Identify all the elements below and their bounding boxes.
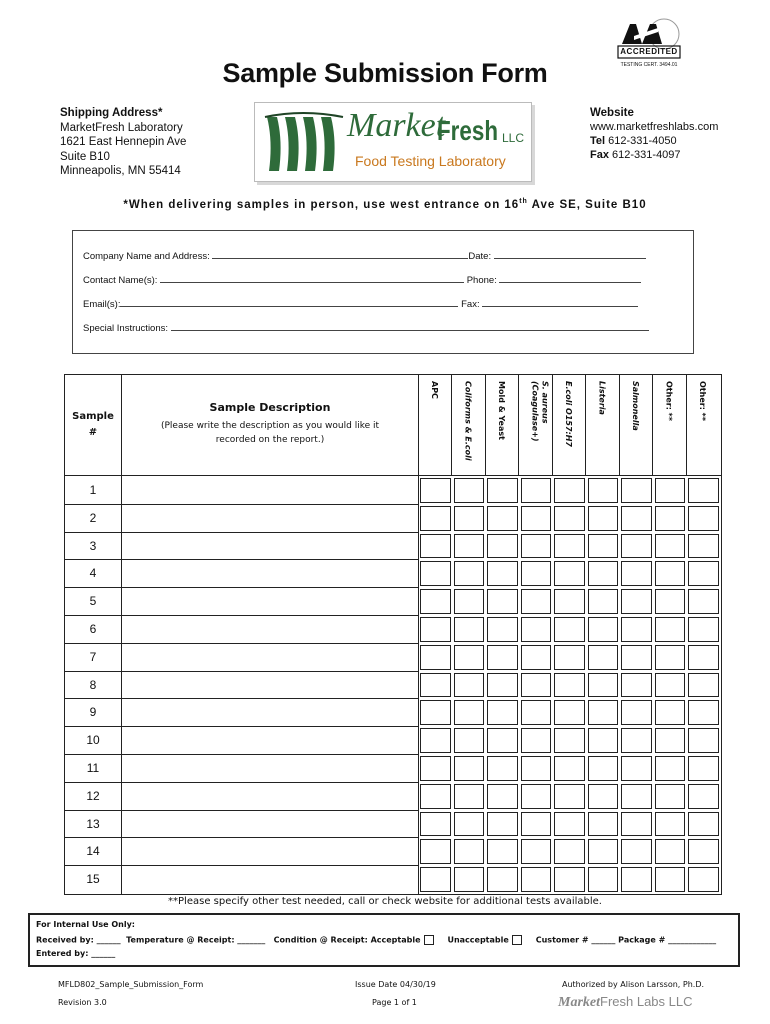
test-checkbox[interactable]	[588, 506, 619, 531]
row-number: 12	[86, 788, 100, 803]
test-column-label: Listeria	[597, 381, 607, 415]
row-number: 9	[89, 705, 97, 720]
internal-title: For Internal Use Only:	[36, 920, 135, 929]
row-number: 15	[86, 872, 100, 887]
cert-number: TESTING CERT. 3494.01	[620, 62, 678, 68]
test-checkbox[interactable]	[521, 478, 552, 503]
description-cell[interactable]	[122, 533, 418, 561]
test-column-label: Other: **	[664, 381, 674, 422]
test-checkbox[interactable]	[554, 756, 585, 781]
sample-number-header	[65, 375, 122, 475]
description-cell[interactable]	[122, 588, 418, 616]
test-checkbox[interactable]	[688, 839, 719, 864]
test-checkbox[interactable]	[621, 506, 652, 531]
test-checkbox[interactable]	[487, 617, 518, 642]
description-cell[interactable]	[122, 672, 418, 700]
test-checkbox[interactable]	[655, 478, 686, 503]
page-number: Page 1 of 1	[372, 998, 417, 1007]
test-checkbox[interactable]	[454, 534, 485, 559]
fax-label: Fax	[590, 149, 609, 161]
test-checkbox[interactable]	[588, 561, 619, 586]
test-checkbox[interactable]	[487, 756, 518, 781]
test-checkbox[interactable]	[554, 839, 585, 864]
test-checkbox[interactable]	[688, 561, 719, 586]
test-checkbox[interactable]	[454, 617, 485, 642]
row-number: 2	[89, 510, 97, 525]
special-instructions-field[interactable]	[83, 321, 649, 334]
description-cell[interactable]	[122, 866, 418, 894]
test-checkbox[interactable]	[588, 784, 619, 809]
test-checkbox[interactable]	[655, 784, 686, 809]
delivery-notice	[0, 198, 770, 211]
test-checkbox[interactable]	[588, 478, 619, 503]
test-checkbox[interactable]	[655, 812, 686, 837]
test-checkbox[interactable]	[588, 534, 619, 559]
awning-icon	[263, 111, 349, 175]
test-checkbox[interactable]	[420, 756, 451, 781]
row-number: 7	[89, 649, 97, 664]
doc-id: MFLD802_Sample_Submission_Form	[58, 980, 204, 989]
footer-company	[558, 993, 693, 1011]
test-checkbox[interactable]	[487, 784, 518, 809]
test-checkbox[interactable]	[621, 700, 652, 725]
test-checkbox[interactable]	[521, 673, 552, 698]
test-column-header	[587, 375, 620, 475]
test-checkbox[interactable]	[621, 645, 652, 670]
test-checkbox[interactable]	[655, 534, 686, 559]
description-cell[interactable]	[122, 644, 418, 672]
test-column-header	[520, 375, 553, 475]
test-checkbox[interactable]	[420, 534, 451, 559]
test-checkbox[interactable]	[655, 728, 686, 753]
test-checkbox[interactable]	[454, 561, 485, 586]
test-checkbox[interactable]	[554, 700, 585, 725]
tel-number: 612-331-4050	[608, 135, 677, 147]
test-checkbox[interactable]	[521, 756, 552, 781]
test-checkbox[interactable]	[588, 700, 619, 725]
shipping-line: MarketFresh Laboratory	[60, 121, 183, 134]
test-checkbox[interactable]	[655, 700, 686, 725]
test-checkbox[interactable]	[554, 589, 585, 614]
internal-use-box	[28, 913, 740, 967]
received-by[interactable]: Received by: ______	[36, 935, 121, 945]
test-column-label: Salmonella	[631, 381, 640, 431]
test-checkbox[interactable]	[521, 700, 552, 725]
test-checkbox[interactable]	[688, 645, 719, 670]
test-column-header	[486, 375, 519, 475]
contact-label: Contact Name(s):	[83, 275, 158, 286]
test-checkbox[interactable]	[521, 784, 552, 809]
test-checkbox[interactable]	[688, 867, 719, 892]
notice-text-end: Ave SE, Suite B10	[527, 198, 647, 211]
notice-text: *When delivering samples in person, use west entrance on 16	[123, 198, 520, 211]
fax-number: 612-331-4097	[612, 149, 681, 161]
test-checkbox[interactable]	[588, 645, 619, 670]
footer-company-mark: Market	[558, 995, 600, 1010]
test-column-label: E.coli O157:H7	[564, 381, 573, 447]
test-checkbox[interactable]	[487, 506, 518, 531]
test-checkbox[interactable]	[655, 561, 686, 586]
test-checkbox[interactable]	[521, 534, 552, 559]
page-title: Sample Submission Form	[222, 58, 548, 88]
test-checkbox[interactable]	[487, 589, 518, 614]
test-checkbox[interactable]	[454, 700, 485, 725]
description-cell[interactable]	[122, 755, 418, 783]
description-cell[interactable]	[122, 811, 418, 839]
test-checkbox[interactable]	[454, 839, 485, 864]
test-checkbox[interactable]	[688, 728, 719, 753]
date-label: Date:	[468, 251, 492, 262]
description-subtitle: (Please write the description as you would like it recorded on the report.)	[160, 421, 380, 445]
test-checkbox[interactable]	[554, 478, 585, 503]
logo-llc: LLC	[502, 131, 525, 145]
test-checkbox[interactable]	[487, 867, 518, 892]
shipping-address	[60, 106, 186, 179]
test-checkbox[interactable]	[621, 839, 652, 864]
email-label: Email(s):	[83, 299, 121, 310]
test-checkbox[interactable]	[420, 839, 451, 864]
contact-field[interactable]	[83, 273, 641, 286]
test-checkbox[interactable]	[655, 645, 686, 670]
row-number: 3	[89, 538, 97, 553]
test-checkbox[interactable]	[521, 867, 552, 892]
test-checkbox[interactable]	[621, 756, 652, 781]
sample-table	[64, 374, 722, 895]
test-column-header	[419, 375, 452, 475]
row-number: 10	[86, 733, 100, 748]
description-cell[interactable]	[122, 727, 418, 755]
website-url[interactable]: www.marketfreshlabs.com	[590, 121, 719, 133]
unacceptable-label: Unacceptable	[447, 935, 509, 945]
test-checkbox[interactable]	[588, 812, 619, 837]
test-checkbox[interactable]	[688, 506, 719, 531]
test-checkbox[interactable]	[554, 867, 585, 892]
row-number: 11	[86, 761, 100, 775]
test-checkbox[interactable]	[688, 673, 719, 698]
company-label: Company Name and Address:	[83, 251, 210, 262]
shipping-line: Suite B10	[60, 150, 110, 163]
temperature-receipt[interactable]: Temperature @ Receipt: _______	[126, 935, 266, 945]
test-column-label: Other: **	[698, 381, 707, 422]
test-checkbox[interactable]	[487, 478, 518, 503]
test-checkbox[interactable]	[420, 812, 451, 837]
shipping-line: 1621 East Hennepin Ave	[60, 136, 187, 148]
shipping-label: Shipping Address*	[60, 107, 163, 119]
test-column-label: Coliforms & E.coli	[463, 381, 473, 461]
test-checkbox[interactable]	[621, 534, 652, 559]
company-logo	[254, 102, 532, 182]
test-checkbox[interactable]	[420, 506, 451, 531]
footer-company-rest: Fresh Labs LLC	[600, 994, 693, 1009]
test-checkbox[interactable]	[454, 812, 485, 837]
logo-tagline: Food Testing Laboratory	[355, 153, 506, 169]
website-label: Website	[590, 107, 634, 119]
test-checkbox[interactable]	[420, 700, 451, 725]
package-number[interactable]: Package # ____________	[618, 935, 717, 945]
test-checkbox[interactable]	[454, 589, 485, 614]
test-checkbox[interactable]	[420, 784, 451, 809]
description-cell[interactable]	[122, 560, 418, 588]
test-checkbox[interactable]	[588, 673, 619, 698]
logo-fresh: Fresh	[437, 115, 498, 146]
entered-by[interactable]: Entered by: ______	[36, 949, 116, 958]
row-number: 8	[89, 677, 97, 692]
phone-label: Phone:	[466, 275, 497, 286]
test-column-header	[553, 375, 586, 475]
test-checkbox[interactable]	[420, 728, 451, 753]
test-checkbox[interactable]	[621, 784, 652, 809]
description-title: Sample Description	[209, 401, 331, 414]
test-checkbox[interactable]	[688, 756, 719, 781]
test-checkbox[interactable]	[554, 506, 585, 531]
test-checkbox[interactable]	[521, 812, 552, 837]
revision: Revision 3.0	[58, 998, 107, 1007]
test-checkbox[interactable]	[554, 561, 585, 586]
description-cell[interactable]	[122, 783, 418, 811]
acceptable-checkbox[interactable]	[424, 935, 434, 945]
test-checkbox[interactable]	[521, 617, 552, 642]
test-checkbox[interactable]	[554, 812, 585, 837]
condition-receipt: Condition @ Receipt: Acceptable	[273, 935, 421, 945]
test-checkbox[interactable]	[688, 617, 719, 642]
test-checkbox[interactable]	[454, 756, 485, 781]
unacceptable-checkbox[interactable]	[512, 935, 522, 945]
test-checkbox[interactable]	[521, 589, 552, 614]
description-cell[interactable]	[122, 505, 418, 533]
test-checkbox[interactable]	[487, 812, 518, 837]
description-cell[interactable]	[122, 616, 418, 644]
test-checkbox[interactable]	[588, 756, 619, 781]
test-checkbox[interactable]	[521, 561, 552, 586]
test-checkbox[interactable]	[588, 589, 619, 614]
test-checkbox[interactable]	[655, 839, 686, 864]
test-checkbox[interactable]	[420, 478, 451, 503]
tel-label: Tel	[590, 135, 606, 147]
test-checkbox[interactable]	[554, 673, 585, 698]
test-column-label: Mold & Yeast	[497, 381, 506, 440]
test-checkbox[interactable]	[487, 728, 518, 753]
test-checkbox[interactable]	[454, 506, 485, 531]
test-checkbox[interactable]	[420, 867, 451, 892]
test-checkbox[interactable]	[655, 867, 686, 892]
test-checkbox[interactable]	[521, 645, 552, 670]
test-checkbox[interactable]	[688, 784, 719, 809]
test-checkbox[interactable]	[655, 506, 686, 531]
test-checkbox[interactable]	[688, 812, 719, 837]
test-checkbox[interactable]	[688, 534, 719, 559]
row-number: 5	[89, 594, 97, 609]
row-number: 13	[86, 816, 100, 831]
internal-row	[36, 935, 716, 945]
test-column-header	[620, 375, 653, 475]
test-checkbox[interactable]	[454, 478, 485, 503]
customer-number[interactable]: Customer # ______	[535, 935, 616, 945]
contact-info	[590, 106, 718, 162]
test-checkbox[interactable]	[420, 589, 451, 614]
test-checkbox[interactable]	[588, 867, 619, 892]
logo-market: Market	[347, 107, 446, 144]
customer-info-box	[72, 230, 694, 354]
test-checkbox[interactable]	[487, 645, 518, 670]
description-header	[122, 375, 419, 475]
test-checkbox[interactable]	[487, 534, 518, 559]
test-checkbox[interactable]	[521, 839, 552, 864]
test-checkbox[interactable]	[621, 478, 652, 503]
test-checkbox[interactable]	[621, 617, 652, 642]
issue-date: Issue Date 04/30/19	[355, 980, 436, 989]
fax-label: Fax:	[461, 299, 480, 310]
test-column-label: APC	[430, 381, 439, 399]
test-checkbox[interactable]	[588, 839, 619, 864]
test-column-header	[687, 375, 719, 475]
test-column-label: S. aureus (Coagulase+)	[530, 381, 550, 442]
company-field[interactable]	[83, 249, 646, 262]
test-checkbox[interactable]	[454, 728, 485, 753]
description-cell[interactable]	[122, 477, 418, 505]
test-checkbox[interactable]	[621, 728, 652, 753]
row-number: 14	[86, 844, 100, 859]
accredited-label: ACCREDITED	[620, 47, 678, 56]
test-checkbox[interactable]	[487, 839, 518, 864]
test-checkbox[interactable]	[655, 673, 686, 698]
test-checkbox[interactable]	[521, 728, 552, 753]
test-checkbox[interactable]	[487, 700, 518, 725]
test-column-header	[654, 375, 687, 475]
test-checkbox[interactable]	[420, 673, 451, 698]
test-column-header	[453, 375, 486, 475]
test-checkbox[interactable]	[588, 728, 619, 753]
other-tests-note: **Please specify other test needed, call or check website for additional tests available.	[168, 896, 602, 907]
description-cell[interactable]	[122, 838, 418, 866]
test-checkbox[interactable]	[521, 506, 552, 531]
test-checkbox[interactable]	[621, 812, 652, 837]
test-checkbox[interactable]	[454, 867, 485, 892]
authorized-by: Authorized by Alison Larsson, Ph.D.	[562, 980, 705, 989]
test-checkbox[interactable]	[621, 561, 652, 586]
test-checkbox[interactable]	[688, 478, 719, 503]
test-checkbox[interactable]	[655, 589, 686, 614]
test-checkbox[interactable]	[688, 700, 719, 725]
test-checkbox[interactable]	[621, 589, 652, 614]
test-checkbox[interactable]	[454, 784, 485, 809]
test-checkbox[interactable]	[554, 728, 585, 753]
notice-sup: th	[519, 198, 528, 205]
test-checkbox[interactable]	[420, 617, 451, 642]
test-checkbox[interactable]	[487, 561, 518, 586]
test-checkbox[interactable]	[420, 561, 451, 586]
test-checkbox[interactable]	[621, 673, 652, 698]
test-checkbox[interactable]	[554, 617, 585, 642]
test-checkbox[interactable]	[554, 534, 585, 559]
row-number: 6	[89, 622, 97, 636]
test-checkbox[interactable]	[688, 589, 719, 614]
test-checkbox[interactable]	[487, 673, 518, 698]
row-number: 1	[89, 483, 97, 497]
row-number: 4	[89, 566, 97, 581]
test-checkbox[interactable]	[621, 867, 652, 892]
email-field[interactable]	[83, 297, 638, 310]
test-checkbox[interactable]	[554, 784, 585, 809]
test-checkbox[interactable]	[655, 756, 686, 781]
test-checkbox[interactable]	[454, 673, 485, 698]
special-label: Special Instructions:	[83, 323, 169, 334]
test-checkbox[interactable]	[420, 645, 451, 670]
sample-header-text: Sample #	[72, 411, 114, 438]
test-checkbox[interactable]	[588, 617, 619, 642]
description-cell[interactable]	[122, 699, 418, 727]
shipping-line: Minneapolis, MN 55414	[60, 165, 181, 177]
test-checkbox[interactable]	[655, 617, 686, 642]
test-checkbox[interactable]	[454, 645, 485, 670]
test-checkbox[interactable]	[554, 645, 585, 670]
